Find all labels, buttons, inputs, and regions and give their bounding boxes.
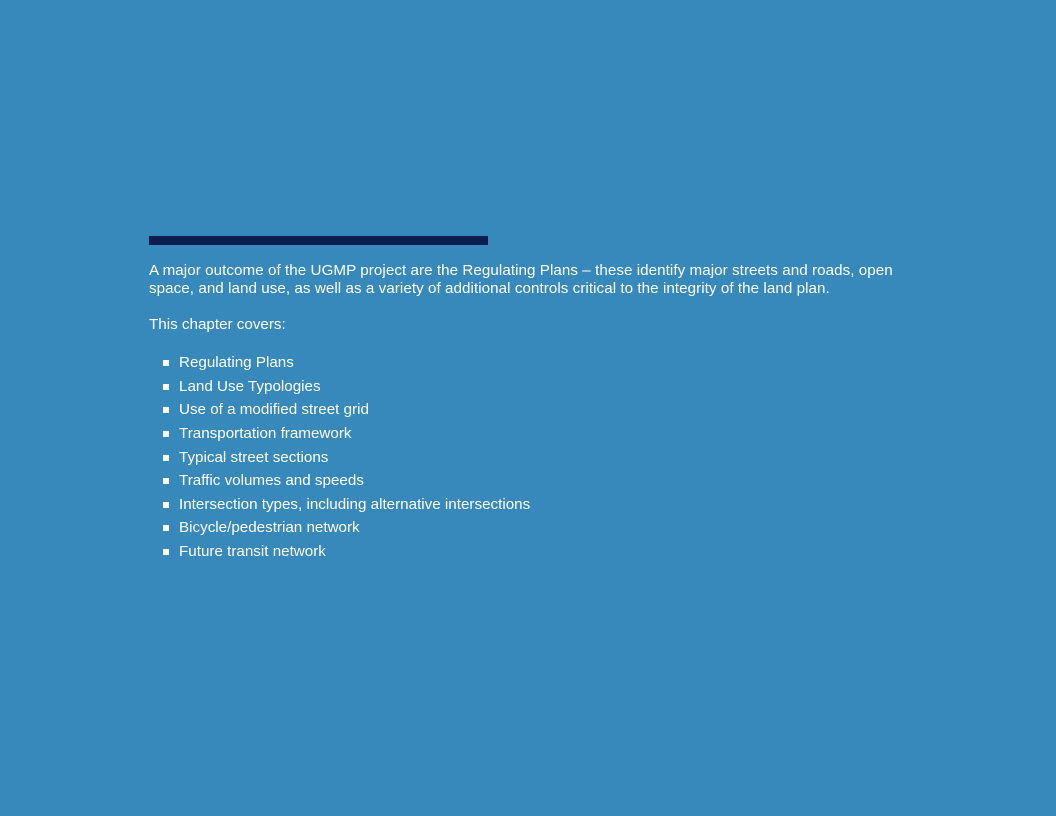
list-item xyxy=(149,469,909,493)
list-item xyxy=(149,422,909,446)
list-item-label: Land Use Typologies xyxy=(179,377,321,395)
accent-bar xyxy=(149,236,488,245)
square-bullet-icon xyxy=(163,502,169,508)
list-item-label: Traffic volumes and speeds xyxy=(179,472,364,490)
topics-list xyxy=(149,351,909,563)
square-bullet-icon xyxy=(163,478,169,484)
list-item xyxy=(149,446,909,470)
list-item-label: Use of a modified street grid xyxy=(179,401,369,419)
list-item xyxy=(149,351,909,375)
list-item xyxy=(149,398,909,422)
list-item-label: Transportation framework xyxy=(179,424,352,442)
list-item-label: Future transit network xyxy=(179,542,326,560)
square-bullet-icon xyxy=(163,549,169,555)
list-item-label: Typical street sections xyxy=(179,448,329,466)
square-bullet-icon xyxy=(163,525,169,531)
chapter-intro-content xyxy=(149,262,909,564)
list-item xyxy=(149,375,909,399)
square-bullet-icon xyxy=(163,384,169,390)
list-item xyxy=(149,493,909,517)
list-item-label: Bicycle/pedestrian network xyxy=(179,519,360,537)
square-bullet-icon xyxy=(163,455,169,461)
list-item-label: Regulating Plans xyxy=(179,354,294,372)
intro-paragraph: A major outcome of the UGMP project are the Regulating Plans – these identify major streets and roads, open space, and land use, as well as a variety of additional controls critical to the integrity of the land plan. xyxy=(149,262,893,297)
square-bullet-icon xyxy=(163,360,169,366)
list-item-label: Intersection types, including alternative intersections xyxy=(179,495,531,513)
list-item xyxy=(149,540,909,564)
square-bullet-icon xyxy=(163,431,169,437)
square-bullet-icon xyxy=(163,407,169,413)
chapter-covers-label: This chapter covers: xyxy=(149,316,286,334)
list-item xyxy=(149,516,909,540)
